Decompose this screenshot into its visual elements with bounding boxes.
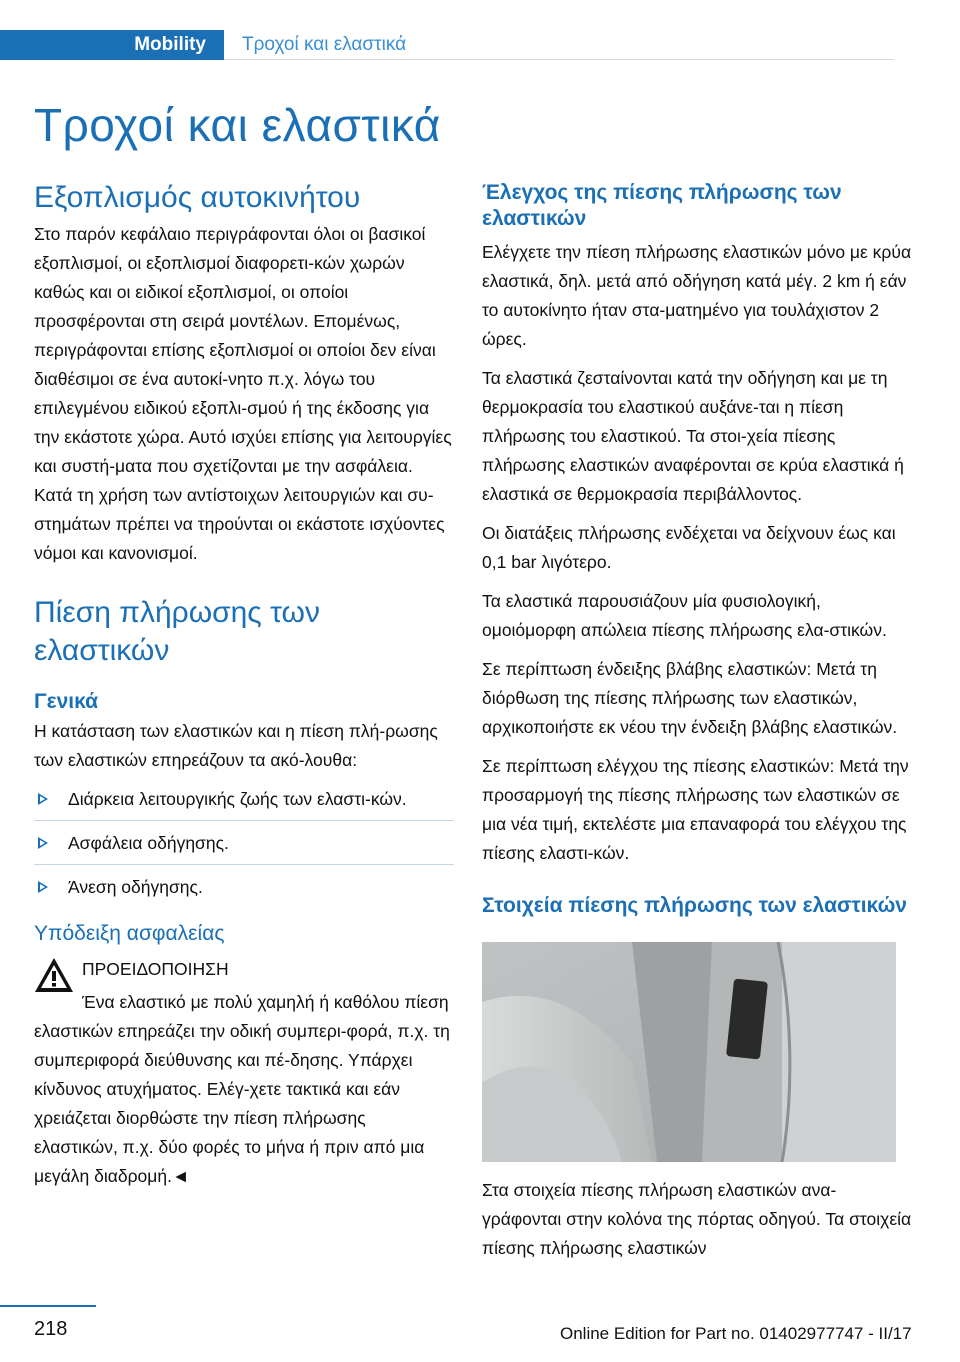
list-item [34, 785, 454, 821]
list-item [34, 873, 454, 908]
warning-label: ΠΡΟΕΙΔΟΠΟΙΗΣΗ [82, 959, 229, 979]
check-paragraph: Τα ελαστικά παρουσιάζουν μία φυσιολογική, ομοιόμορφη απώλεια πίεσης πλήρωσης ελα‐στικών. [482, 591, 887, 640]
page-number: 218 [34, 1318, 68, 1340]
list-item [34, 829, 454, 865]
warning-text-content: Ένα ελαστικό με πολύ χαμηλή ή καθόλου πίεση ελαστικών επηρεάζει την οδική συμπερι‐φορά, π.χ. τη συμπεριφορά διεύθυνσης και πέ‐δησης. Υπάρχει κίνδυνος ατυχήματος. Ελέγ‐χετε τακτικά και εάν χρειάζεται διορθώστε την πίεση πλήρωσης ελαστικών, π.χ. δύο φορές το μήνα ή πριν από μια μεγάλη διαδρομή.◄ [34, 992, 450, 1186]
door-pillar-image [482, 942, 896, 1162]
list-item-text: Ασφάλεια οδήγησης. [68, 833, 229, 853]
equipment-text: Στο παρόν κεφάλαιο περιγράφονται όλοι οι βασικοί εξοπλισμοί, οι εξοπλισμοί διαφορετι‐κών χωρών καθώς και οι ειδικοί εξοπλισμοί, οι οποίοι προσφέρονται στη σειρά μοντέλων. Επομένως, περιγράφονται επίσης εξοπλισμοί οι οποίοι δεν είναι διαθέσιμοι σε ένα αυτοκί‐νητο π.χ. λόγω του επιλεγμένου ειδικού εξοπλι‐σμού ή της έκδοσης για την εκάστοτε χώρα. Αυτό ισχύει επίσης για λειτουργίες και συστή‐ματα που σχετίζονται με την ασφάλεια. Κατά τη χρήση των αντίστοιχων λειτουργιών και συ‐στημάτων πρέπει να τηρούνται οι εκάστοτε ισχύοντες νόμοι και κανονισμοί. [34, 224, 452, 563]
warning-text [34, 988, 454, 1191]
edition-text: Online Edition for Part no. 01402977747 - II/17 [560, 1324, 912, 1343]
photo-caption: Στα στοιχεία πίεσης πλήρωση ελαστικών ανα‐γράφονται στην κολόνα της πόρτας οδηγού. Τα στοιχεία πίεσης πλήρωσης ελαστικών [482, 1180, 912, 1258]
check-paragraph: Οι διατάξεις πλήρωσης ενδέχεται να δείχνουν έως και 0,1 bar λιγότερο. [482, 523, 896, 572]
header-divider [224, 59, 894, 60]
data-heading: Στοιχεία πίεσης πλήρωσης των ελαστικών [482, 894, 907, 917]
page-title: Τροχοί και ελαστικά [34, 99, 441, 151]
general-text: Η κατάσταση των ελαστικών και η πίεση πλή‐ρωσης των ελαστικών επηρεάζουν τα ακό‐λουθα: [34, 721, 438, 770]
footer-divider [0, 1305, 96, 1307]
section-tab[interactable] [0, 30, 224, 60]
check-paragraph: Τα ελαστικά ζεσταίνονται κατά την οδήγηση και με τη θερμοκρασία του ελαστικού αυξάνε‐ται η πίεση πλήρωσης του ελαστικού. Τα στοι‐χεία πίεσης πλήρωσης ελαστικών αναφέρονται σε κρύα ελαστικά ή ελαστικά σε θερμοκρασία περιβάλλοντος. [482, 368, 904, 504]
chapter-tab[interactable]: Τροχοί και ελαστικά [242, 34, 407, 55]
check-heading: Έλεγχος της πίεσης πλήρωσης των ελαστικών [482, 181, 842, 230]
general-heading: Γενικά [34, 690, 99, 713]
left-column [34, 180, 454, 1201]
warning-triangle-icon [34, 957, 74, 993]
check-paragraph: Σε περίπτωση ένδειξης βλάβης ελαστικών: Μετά τη διόρθωση της πίεσης πλήρωσης των ελαστικών, αρχικοποιήστε εκ νέου την ένδειξη βλάβης ελαστικών. [482, 659, 898, 737]
pressure-heading: Πίεση πλήρωσης των ελαστικών [34, 596, 320, 667]
list-item-text: Άνεση οδήγησης. [68, 877, 203, 897]
door-pillar-photo [482, 942, 896, 1162]
section-tab-label: Mobility [134, 34, 206, 55]
right-column [482, 180, 914, 1273]
triangle-bullet-icon [38, 881, 48, 893]
check-paragraph: Σε περίπτωση ελέγχου της πίεσης ελαστικών: Μετά την προσαρμογή της πίεσης πλήρωσης των ελαστικών σε μια νέα τιμή, εκτελέστε μια επαναφορά του ελέγχου της πίεσης ελαστι‐κών. [482, 756, 909, 863]
list-item-text: Διάρκεια λειτουργικής ζωής των ελαστι‐κών. [68, 789, 407, 809]
page-header [0, 0, 960, 60]
check-paragraph: Ελέγχετε την πίεση πλήρωσης ελαστικών μόνο με κρύα ελαστικά, δηλ. μετά από οδήγηση κατά μέγ. 2 km ή εάν το αυτοκίνητο ήταν στα‐ματημένο για τουλάχιστον 2 ώρες. [482, 242, 912, 349]
warning-block [34, 955, 454, 1191]
triangle-bullet-icon [38, 837, 48, 849]
equipment-heading: Εξοπλισμός αυτοκινήτου [34, 181, 361, 214]
effects-list [34, 785, 454, 908]
triangle-bullet-icon [38, 793, 48, 805]
safety-heading: Υπόδειξη ασφαλείας [34, 922, 225, 945]
